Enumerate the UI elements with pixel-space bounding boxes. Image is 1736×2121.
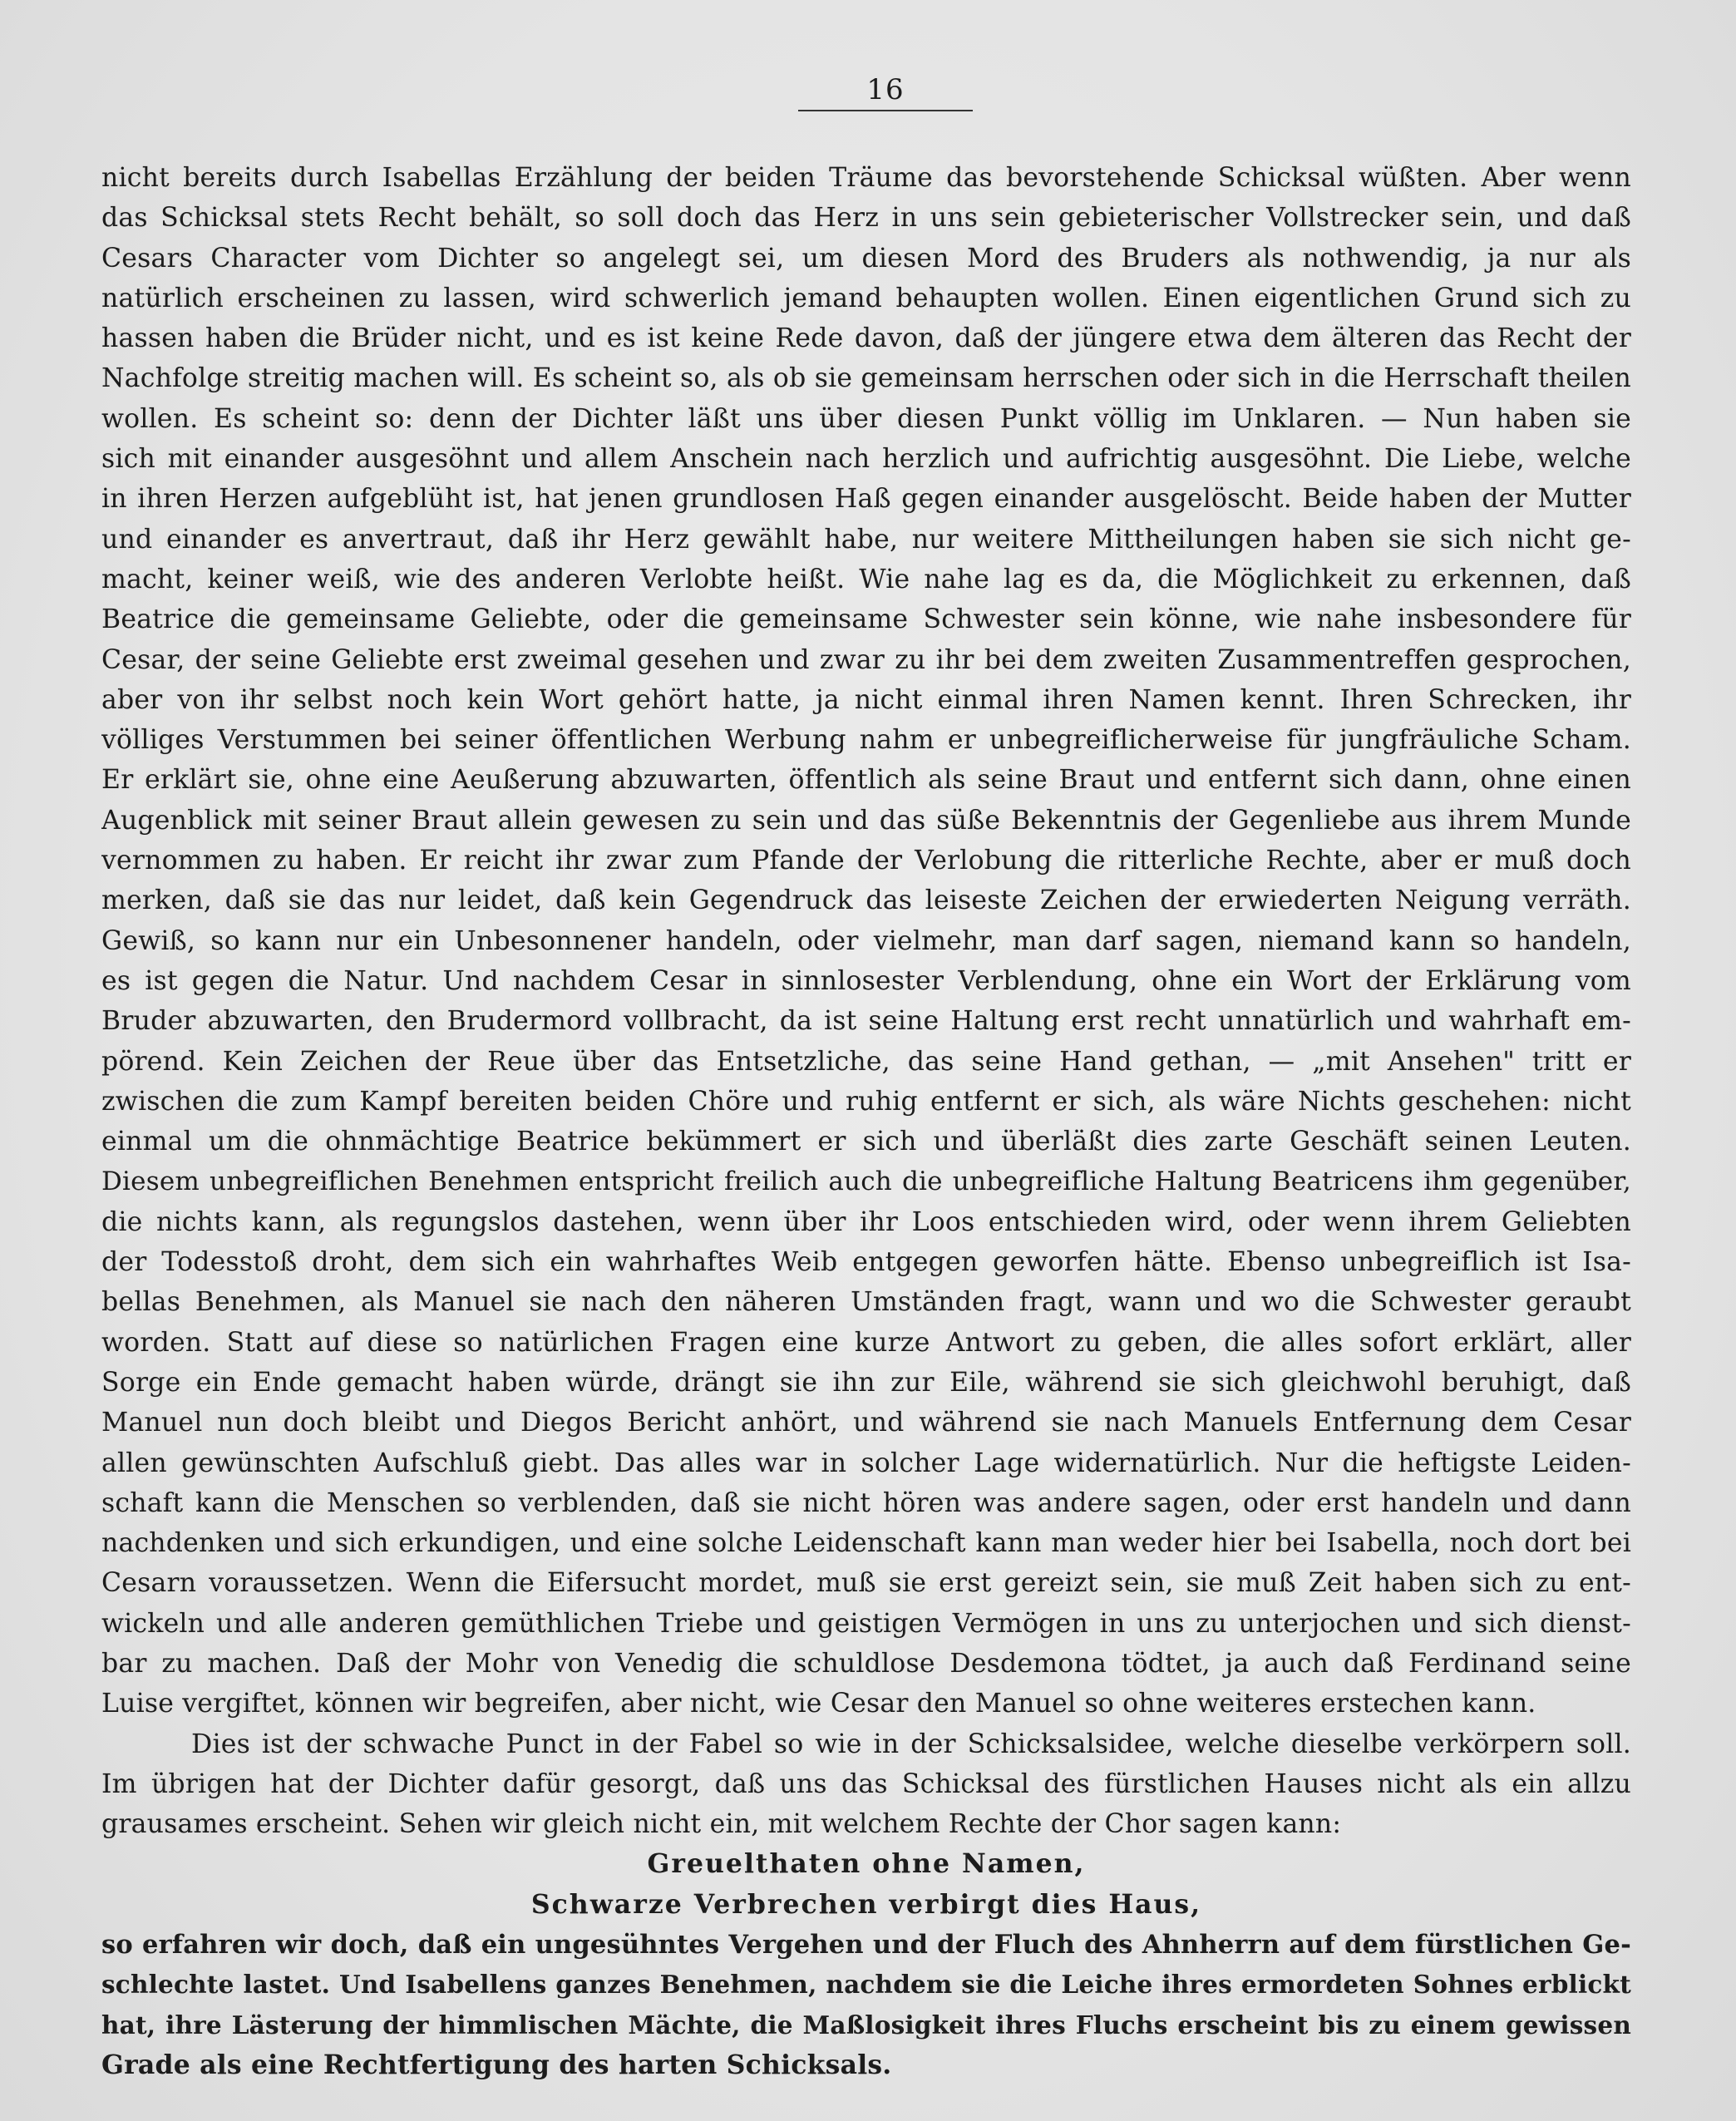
text-line: Luise vergiftet, können wir begreifen, aber nicht, wie Cesar den Manuel so ohne weiteres erstechen kann. bbox=[101, 1689, 1536, 1719]
text-line: natürlich erscheinen zu lassen, wird schwerlich jemand behaupten wollen. Einen eigentlichen Grund sich zu bbox=[101, 283, 1631, 313]
page-number-rule bbox=[798, 110, 973, 111]
text-line: nicht bereits durch Isabellas Erzählung der beiden Träume das bevorstehende Schicksal wüßten. Aber wenn bbox=[101, 163, 1631, 193]
text-line: Cesarn voraussetzen. Wenn die Eifersucht mordet, muß sie erst gereizt sein, sie muß Zeit haben sich zu ent- bbox=[101, 1568, 1631, 1599]
text-line: bar zu machen. Daß der Mohr von Venedig die schuldlose Desdemona tödtet, ja auch daß Ferdinand seine bbox=[101, 1648, 1631, 1679]
text-line: Er erklärt sie, ohne eine Aeußerung abzuwarten, öffentlich als seine Braut und entfernt sich dann, ohne einen bbox=[101, 765, 1631, 796]
text-line: Gewiß, so kann nur ein Unbesonnener handeln, oder vielmehr, man darf sagen, niemand kann so handeln, bbox=[101, 925, 1631, 956]
text-line: schaft kann die Menschen so verblenden, daß sie nicht hören was andere sagen, oder erst handeln und dann bbox=[101, 1487, 1631, 1518]
text-line: pörend. Kein Zeichen der Reue über das Entsetzliche, das seine Hand gethan, — „mit Ansehen" tritt er bbox=[101, 1046, 1631, 1077]
body-text bbox=[101, 158, 1631, 2085]
text-line: Beatrice die gemeinsame Geliebte, oder die gemeinsame Schwester sein könne, wie nahe insbesondere für bbox=[101, 604, 1631, 635]
text-line: nachdenken und sich erkundigen, und eine solche Leidenschaft kann man weder hier bei Isabella, noch dort bei bbox=[101, 1528, 1631, 1559]
text-line: einmal um die ohnmächtige Beatrice bekümmert er sich und überläßt dies zarte Geschäft seinen Leuten. bbox=[101, 1127, 1631, 1157]
text-line: wollen. Es scheint so: denn der Dichter läßt uns über diesen Punkt völlig im Unklaren. — Nun haben sie bbox=[101, 403, 1631, 434]
text-line: und einander es anvertraut, daß ihr Herz gewählt habe, nur weitere Mittheilungen haben sie sich nicht ge- bbox=[101, 524, 1631, 555]
text-line: macht, keiner weiß, wie des anderen Verlobte heißt. Wie nahe lag es da, die Möglichkeit zu erkennen, daß bbox=[101, 564, 1631, 594]
text-line: Dies ist der schwache Punct in der Fabel so wie in der Schicksalsidee, welche dieselbe verkörpern soll. bbox=[191, 1729, 1631, 1759]
text-line: schlechte lastet. Und Isabellens ganzes Benehmen, nachdem sie die Leiche ihres ermordeten Sohnes erblickt bbox=[101, 1970, 1631, 2000]
text-line: Manuel nun doch bleibt und Diegos Bericht anhört, und während sie nach Manuels Entfernung dem Cesar bbox=[101, 1408, 1631, 1438]
text-line: Grade als eine Rechtfertigung des harten Schicksals. bbox=[101, 2049, 892, 2080]
text-line: die nichts kann, als regungslos dastehen, wenn über ihr Loos entschieden wird, oder wenn ihrem Geliebten bbox=[101, 1206, 1631, 1237]
text-line: Augenblick mit seiner Braut allein gewesen zu sein und das süße Bekenntnis der Gegenliebe aus ihrem Munde bbox=[101, 805, 1631, 836]
text-line: Diesem unbegreiflichen Benehmen entspricht freilich auch die unbegreifliche Haltung Beatricens ihm gegenüber, bbox=[101, 1167, 1631, 1197]
text-line: so erfahren wir doch, daß ein ungesühntes Vergehen und der Fluch des Ahnherrn auf dem fürstlichen Ge- bbox=[101, 1930, 1631, 1961]
verse-line: Greuelthaten ohne Namen, bbox=[647, 1848, 1086, 1880]
text-line: Im übrigen hat der Dichter dafür gesorgt, daß uns das Schicksal des fürstlichen Hauses nicht als ein allzu bbox=[101, 1768, 1631, 1799]
verse-line: Schwarze Verbrechen verbirgt dies Haus, bbox=[530, 1888, 1202, 1920]
text-line: sich mit einander ausgesöhnt und allem Anschein nach herzlich und aufrichtig ausgesöhnt. Die Liebe, welche bbox=[101, 444, 1631, 475]
text-line: in ihren Herzen aufgeblüht ist, hat jenen grundlosen Haß gegen einander ausgelöscht. Beide haben der Mutter bbox=[101, 484, 1631, 515]
text-line: Cesars Character vom Dichter so angelegt sei, um diesen Mord des Bruders als nothwendig, ja nur als bbox=[101, 243, 1631, 274]
text-line: es ist gegen die Natur. Und nachdem Cesar in sinnlosester Verblendung, ohne ein Wort der Erklärung vom bbox=[101, 965, 1631, 996]
text-line: vernommen zu haben. Er reicht ihr zwar zum Pfande der Verlobung die ritterliche Rechte, aber er muß doch bbox=[101, 846, 1631, 876]
text-line: Bruder abzuwarten, den Brudermord vollbracht, da ist seine Haltung erst recht unnatürlich und wahrhaft em- bbox=[101, 1006, 1631, 1037]
text-line: merken, daß sie das nur leidet, daß kein Gegendruck das leiseste Zeichen der erwiederten Neigung verräth. bbox=[101, 885, 1631, 916]
text-line: allen gewünschten Aufschluß giebt. Das alles war in solcher Lage widernatürlich. Nur die heftigste Leiden- bbox=[101, 1448, 1631, 1478]
text-line: zwischen die zum Kampf bereiten beiden Chöre und ruhig entfernt er sich, als wäre Nichts geschehen: nicht bbox=[101, 1086, 1631, 1117]
text-line: grausames erscheint. Sehen wir gleich nicht ein, mit welchem Rechte der Chor sagen kann: bbox=[101, 1809, 1342, 1840]
text-line: völliges Verstummen bei seiner öffentlichen Werbung nahm er unbegreiflicherweise für jungfräuliche Scham. bbox=[101, 725, 1631, 756]
text-line: das Schicksal stets Recht behält, so soll doch das Herz in uns sein gebieterischer Vollstrecker sein, und daß bbox=[101, 203, 1631, 234]
text-line: aber von ihr selbst noch kein Wort gehört hatte, ja nicht einmal ihren Namen kennt. Ihren Schrecken, ihr bbox=[101, 684, 1631, 715]
page-number: 16 bbox=[866, 73, 905, 106]
text-line: wickeln und alle anderen gemüthlichen Triebe und geistigen Vermögen in uns zu unterjochen und sich dienst- bbox=[101, 1608, 1631, 1639]
text-line: Nachfolge streitig machen will. Es scheint so, als ob sie gemeinsam herrschen oder sich in die Herrschaft theilen bbox=[101, 363, 1631, 394]
text-line: worden. Statt auf diese so natürlichen Fragen eine kurze Antwort zu geben, die alles sofort erklärt, aller bbox=[101, 1327, 1631, 1358]
text-line: Cesar, der seine Geliebte erst zweimal gesehen und zwar zu ihr bei dem zweiten Zusammentreffen gesprochen, bbox=[101, 644, 1631, 675]
text-line: bellas Benehmen, als Manuel sie nach den näheren Umständen fragt, wann und wo die Schwester geraubt bbox=[101, 1287, 1631, 1318]
text-line: hassen haben die Brüder nicht, und es ist keine Rede davon, daß der jüngere etwa dem älteren das Recht der bbox=[101, 323, 1631, 354]
text-line: der Todesstoß droht, dem sich ein wahrhaftes Weib entgegen geworfen hätte. Ebenso unbegreiflich ist Isa- bbox=[101, 1247, 1631, 1278]
text-line: Sorge ein Ende gemacht haben würde, drängt sie ihn zur Eile, während sie sich gleichwohl beruhigt, daß bbox=[101, 1367, 1631, 1398]
text-line: hat, ihre Lästerung der himmlischen Mächte, die Maßlosigkeit ihres Fluchs erscheint bis zu einem gewissen bbox=[101, 2010, 1631, 2040]
